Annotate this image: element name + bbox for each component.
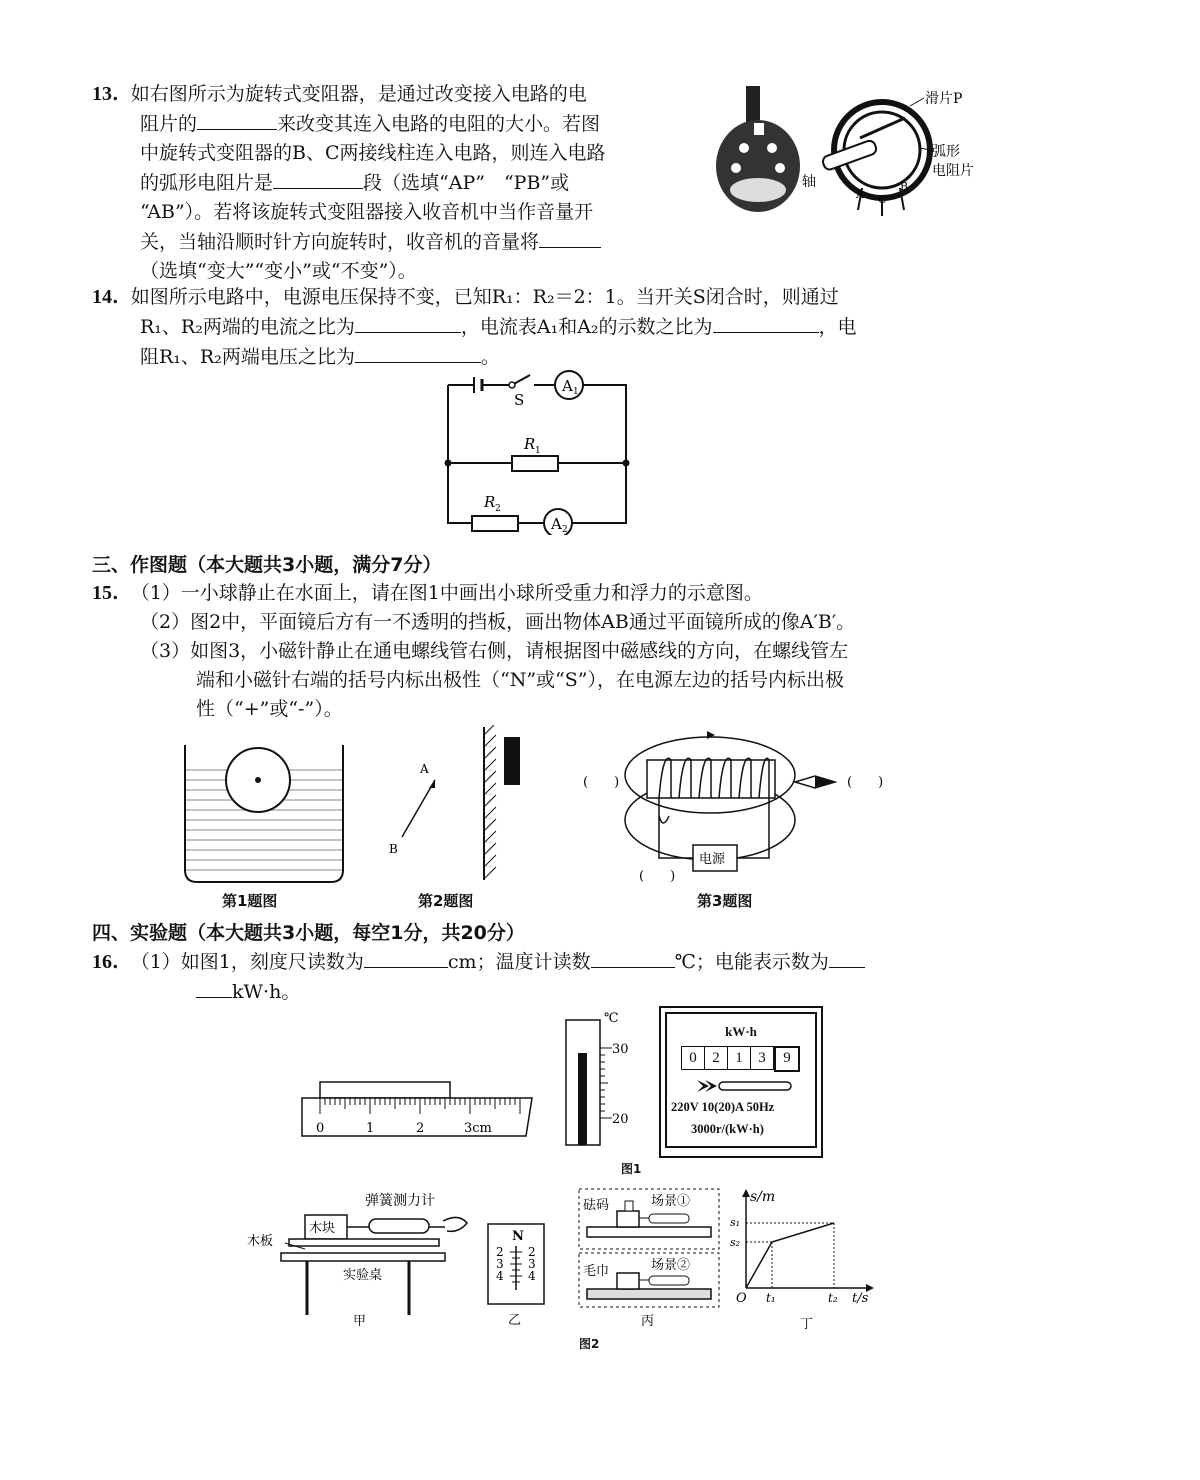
meter-digit: 9: [774, 1046, 800, 1072]
answer-blank[interactable]: [713, 312, 819, 333]
q13-line: 来改变其连入电路的电阻的大小。若图: [277, 113, 601, 135]
arc-label: 电阻片: [932, 163, 974, 179]
q14-line: 如图所示电路中，电源电压保持不变，已知R₁：R₂＝2：1。当开关S闭合时，则通过: [130, 286, 839, 308]
rheostat-figure: [710, 78, 990, 228]
q13-line: 关，当轴沿顺时针方向旋转时，收音机的音量将: [140, 231, 540, 253]
q13-line: （选填“变大”“变小”或“不变”）。: [140, 260, 417, 282]
s1-label: s₁: [730, 1216, 741, 1229]
yi-unit: N: [512, 1229, 524, 1244]
section-3-title: 三、作图题（本大题共3小题，满分7分）: [92, 554, 442, 576]
label-b: B: [389, 842, 398, 856]
q15-part: 端和小磁针右端的括号内标出极性（“N”或“S”），在电源左边的括号内标出极: [196, 669, 844, 691]
figure-1-caption: 第1题图: [222, 892, 278, 910]
q13-line: 阻片的: [140, 113, 198, 135]
origin-label: O: [736, 1291, 747, 1306]
question-number: 14: [92, 286, 112, 308]
circuit-diagram: [430, 365, 640, 535]
resistor-r2: R: [484, 493, 496, 511]
slider-label: 滑片P: [925, 91, 963, 107]
figure-3-caption: 第3题图: [697, 892, 753, 910]
answer-blank[interactable]: [355, 342, 481, 363]
figure-ball-in-water: [175, 740, 355, 890]
bracket-solenoid-left[interactable]: ( ): [583, 775, 620, 790]
caption-yi: 乙: [508, 1313, 522, 1328]
friction-scenes-bing: [575, 1185, 725, 1330]
question-15: 15. （1）一小球静止在水面上，请在图1中画出小球所受重力和浮力的示意图。 （2）图2中，平面镜后方有一不透明的挡板，画出物体AB通过平面镜所成的像A′B′。 （3）如图3，小磁针静止在通电螺线管右侧，请根据图中磁感线的方向，在螺线管左 端和小磁针右端的括号内标出极性（“N”或“S”），在电源左边的括号内标出极 性（“+”或“-”）。: [92, 579, 982, 724]
arc-label: 弧形: [932, 144, 960, 160]
ammeter-a1-sub: 1: [573, 387, 579, 397]
power-label: 电源: [699, 852, 726, 867]
ammeter-a2: A: [551, 515, 562, 533]
question-number: 13: [92, 83, 112, 105]
answer-blank[interactable]: [591, 947, 675, 968]
axis-label: 轴: [802, 174, 816, 190]
resistor-r2-sub: 2: [495, 504, 501, 514]
ammeter-a2-sub: 2: [562, 525, 568, 535]
answer-blank[interactable]: [355, 312, 461, 333]
answer-blank[interactable]: [829, 947, 865, 968]
bracket-compass-right[interactable]: ( ): [847, 775, 884, 790]
resistor-r1: R: [524, 435, 536, 453]
s2-label: s₂: [730, 1236, 741, 1249]
question-number: 16: [92, 951, 112, 973]
ruler-figure: [298, 1078, 538, 1143]
meter-digit: 2: [705, 1046, 728, 1070]
q13-line: “AB”）。若将该旋转式变阻器接入收音机中当作音量开: [140, 201, 594, 223]
q15-part: （3）如图3，小磁针静止在通电螺线管右侧，请根据图中磁感线的方向，在螺线管左: [140, 640, 849, 662]
q15-part: （2）图2中，平面镜后方有一不透明的挡板，画出物体AB通过平面镜所成的像A′B′。: [140, 611, 856, 633]
q15-part: 性（“+”或“-”）。: [196, 698, 343, 720]
y-axis-label: s/m: [750, 1189, 776, 1205]
meter-spec: 220V 10(20)A 50Hz: [671, 1100, 775, 1114]
bracket-power-left[interactable]: ( ): [639, 869, 676, 884]
energy-meter: [659, 1006, 823, 1158]
answer-blank[interactable]: [196, 977, 232, 998]
ammeter-a1: A: [562, 377, 573, 395]
section-4-title: 四、实验题（本大题共3小题，每空1分，共20分）: [92, 922, 525, 944]
meter-digit: 0: [681, 1046, 705, 1070]
yi-tick: 3: [528, 1257, 536, 1271]
figure-solenoid: [575, 720, 915, 890]
ruler-tick-3: 3cm: [464, 1121, 492, 1136]
resistor-r1-sub: 1: [535, 446, 541, 456]
q13-line: 如右图所示为旋转式变阻器，是通过改变接入电路的电: [130, 83, 587, 105]
q13-line: 的弧形电阻片是: [140, 172, 274, 194]
terminal-c: C: [878, 193, 887, 206]
figure-2-caption: 第2题图: [418, 892, 474, 910]
ruler-tick-0: 0: [316, 1121, 325, 1136]
caption-bing: 丙: [641, 1314, 655, 1329]
answer-blank[interactable]: [197, 109, 277, 130]
yi-tick: 4: [528, 1269, 536, 1283]
answer-blank[interactable]: [273, 168, 363, 189]
switch-label: S: [514, 391, 525, 409]
x-axis-label: t/s: [852, 1291, 869, 1306]
q16-line: （1）如图1，刻度尺读数为: [130, 951, 364, 973]
yi-tick: 4: [496, 1269, 504, 1283]
q16-line: cm；温度计读数: [447, 951, 591, 973]
meter-arrow-icon: [695, 1078, 795, 1094]
q16-line: ℃；电能表示数为: [674, 951, 829, 973]
q16-line: kW·h。: [232, 981, 301, 1003]
table-label: 实验桌: [343, 1268, 383, 1283]
thermo-unit: ℃: [604, 1011, 619, 1026]
caption-ding: 丁: [800, 1317, 814, 1332]
q14-line: 阻R₁、R₂两端电压之比为: [140, 346, 355, 368]
q13-line: 段（选填“AP” “PB”或: [363, 172, 570, 194]
meter-digits: [681, 1046, 800, 1072]
scene-2-label: 场景②: [651, 1258, 691, 1273]
yi-tick: 2: [528, 1245, 536, 1259]
t1-label: t₁: [766, 1291, 776, 1305]
answer-blank[interactable]: [539, 227, 601, 248]
thermo-20: 20: [612, 1112, 629, 1127]
ruler-tick-1: 1: [366, 1121, 375, 1136]
question-16: 16. （1）如图1，刻度尺读数为 cm；温度计读数 ℃；电能表示数为 kW·h。: [92, 947, 982, 1007]
weight-label: 砝码: [583, 1198, 610, 1213]
q14-line: R₁、R₂两端的电流之比为: [140, 316, 355, 338]
ruler-tick-2: 2: [416, 1121, 425, 1136]
q14-line: 。: [480, 346, 500, 368]
board-label: 木板: [247, 1234, 274, 1249]
q14-line: ，电: [818, 316, 857, 338]
yi-tick: 3: [496, 1257, 504, 1271]
thermo-30: 30: [612, 1042, 629, 1057]
q15-part: （1）一小球静止在水面上，请在图1中画出小球所受重力和浮力的示意图。: [130, 582, 763, 604]
terminal-a: A: [856, 188, 864, 201]
meter-digit: 1: [728, 1046, 751, 1070]
spring-scale-label: 弹簧测力计: [365, 1193, 435, 1209]
question-13: 13. 如右图所示为旋转式变阻器，是通过改变接入电路的电 阻片的 来改变其连入电路的电阻的大小。若图 中旋转式变阻器的B、C两接线柱连入电路，则连入电路 的弧形电阻片是 段（选填“AP” “PB”或 “AB”）。若将该旋转式变阻器接入收音机中当作音量开 关，当轴沿顺时针方向旋转时，收音机的音量将 （选填“变大”“变小”或“不变”）。: [92, 80, 692, 286]
towel-label: 毛巾: [583, 1264, 610, 1279]
meter-spec: 3000r/(kW·h): [691, 1122, 764, 1136]
answer-blank[interactable]: [364, 947, 448, 968]
yi-tick: 2: [496, 1245, 504, 1259]
t2-label: t₂: [828, 1291, 838, 1305]
meter-digit: 3: [751, 1046, 774, 1070]
meter-unit: kW·h: [725, 1024, 757, 1039]
question-number: 15: [92, 582, 112, 604]
figure-mirror: [380, 725, 530, 885]
caption-jia: 甲: [353, 1314, 367, 1329]
scene-1-label: 场景①: [651, 1194, 691, 1209]
block-label: 木块: [309, 1221, 336, 1236]
friction-setup-jia: [245, 1185, 485, 1330]
spring-scale-yi: [486, 1220, 556, 1330]
terminal-b: B: [900, 180, 909, 193]
figure-2-label: 图2: [579, 1337, 600, 1351]
thermometer-figure: [560, 1008, 640, 1148]
question-14: 14. 如图所示电路中，电源电压保持不变，已知R₁：R₂＝2：1。当开关S闭合时，则通过 R₁、R₂两端的电流之比为 ，电流表A₁和A₂的示数之比为 ，电 阻R₁、R₂两端电压之比为 。: [92, 286, 857, 368]
label-a: A: [420, 762, 429, 776]
q13-line: 中旋转式变阻器的B、C两接线柱连入电路，则连入电路: [140, 142, 606, 164]
distance-time-graph: [730, 1183, 880, 1335]
figure-1-label: 图1: [621, 1162, 642, 1176]
q14-line: ，电流表A₁和A₂的示数之比为: [460, 316, 713, 338]
